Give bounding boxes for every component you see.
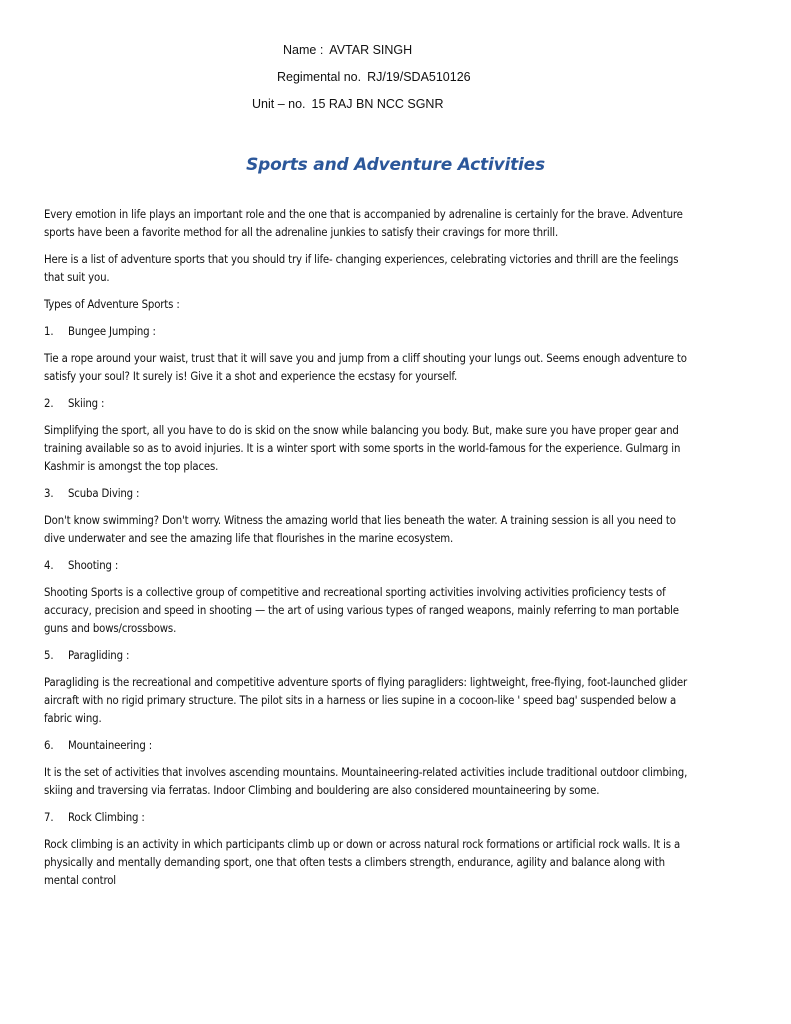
- item-title: Shooting :: [68, 559, 119, 572]
- item-title: Rock Climbing :: [68, 811, 145, 824]
- intro-paragraph-2: Here is a list of adventure sports that you should try if life- changing experiences, celebrating victories and thrill are the feelings that suit you.: [44, 253, 679, 284]
- item-description: Shooting Sports is a collective group of competitive and recreational sporting activities involving activities proficiency tests of accuracy, precision and speed in shooting — the art of using various types of ranged weapons, mainly referring to man portable guns and bows/crossbows.: [44, 586, 679, 635]
- item-number: 1.: [44, 325, 54, 338]
- item-description: Simplifying the sport, all you have to do is skid on the snow while balancing you body. But, make sure you have proper gear and training available so as to avoid injuries. It is a winter sport with some sports in the world-famous for the experience. Gulmarg in Kashmir is amongst the top places.: [44, 424, 681, 473]
- name-value: AVTAR SINGH: [329, 43, 413, 57]
- list-item-mountaineering: [44, 737, 694, 800]
- item-heading: [44, 809, 694, 827]
- item-number: 2.: [44, 397, 54, 410]
- regimental-value: RJ/19/SDA510126: [367, 70, 471, 84]
- item-number: 6.: [44, 739, 54, 752]
- item-description: It is the set of activities that involves ascending mountains. Mountaineering-related activities include traditional outdoor climbing, skiing and traversing via ferratas. Indoor Climbing and bouldering are also considered mountaineering by some.: [44, 766, 688, 797]
- item-title: Bungee Jumping :: [68, 325, 156, 338]
- item-heading: [44, 557, 694, 575]
- item-heading: [44, 485, 694, 503]
- item-title: Skiing :: [68, 397, 105, 410]
- regimental-label: Regimental no.: [277, 70, 362, 84]
- item-description: Tie a rope around your waist, trust that it will save you and jump from a cliff shouting your lungs out. Seems enough adventure to satisfy your soul? It surely is! Give it a shot and experience the ecstasy for yourself.: [44, 352, 687, 383]
- item-title: Mountaineering :: [68, 739, 153, 752]
- item-heading: [44, 647, 694, 665]
- item-number: 3.: [44, 487, 54, 500]
- item-title: Paragliding :: [68, 649, 130, 662]
- item-number: 7.: [44, 811, 54, 824]
- item-number: 4.: [44, 559, 54, 572]
- list-item-paragliding: [44, 647, 694, 728]
- regimental-number-line: [277, 70, 471, 84]
- list-item-shooting: [44, 557, 694, 638]
- unit-value: 15 RAJ BN NCC SGNR: [311, 97, 444, 111]
- document-title: Sports and Adventure Activities: [246, 155, 545, 175]
- item-heading: [44, 323, 694, 341]
- item-title: Scuba Diving :: [68, 487, 140, 500]
- intro-paragraph-1: Every emotion in life plays an important role and the one that is accompanied by adrenaline is certainly for the brave. Adventure sports have been a favorite method for all the adrenaline junkies to satisfy their cravings for more thrill.: [44, 208, 683, 239]
- student-name-line: [283, 43, 412, 57]
- types-heading: Types of Adventure Sports :: [44, 298, 180, 311]
- name-label: Name :: [283, 43, 324, 57]
- list-item-scuba-diving: [44, 485, 694, 548]
- item-description: Paragliding is the recreational and competitive adventure sports of flying paragliders: lightweight, free-flying, foot-launched glider aircraft with no rigid primary structure. The pilot sits in a harness or lies supine in a cocoon-like ' speed bag' suspended below a fabric wing.: [44, 676, 688, 725]
- list-item-skiing: [44, 395, 694, 476]
- unit-label: Unit – no.: [252, 97, 306, 111]
- item-description: Don't know swimming? Don't worry. Witness the amazing world that lies beneath the water. A training session is all you need to dive underwater and see the amazing life that flourishes in the marine ecosystem.: [44, 514, 676, 545]
- list-item-bungee-jumping: [44, 323, 694, 386]
- item-heading: [44, 737, 694, 755]
- item-number: 5.: [44, 649, 54, 662]
- list-item-rock-climbing: [44, 809, 694, 890]
- item-heading: [44, 395, 694, 413]
- document-body: [44, 206, 694, 899]
- item-description: Rock climbing is an activity in which participants climb up or down or across natural rock formations or artificial rock walls. It is a physically and mentally demanding sport, one that often tests a climbers strength, endurance, agility and balance along with mental control: [44, 838, 681, 887]
- unit-line: [252, 97, 444, 111]
